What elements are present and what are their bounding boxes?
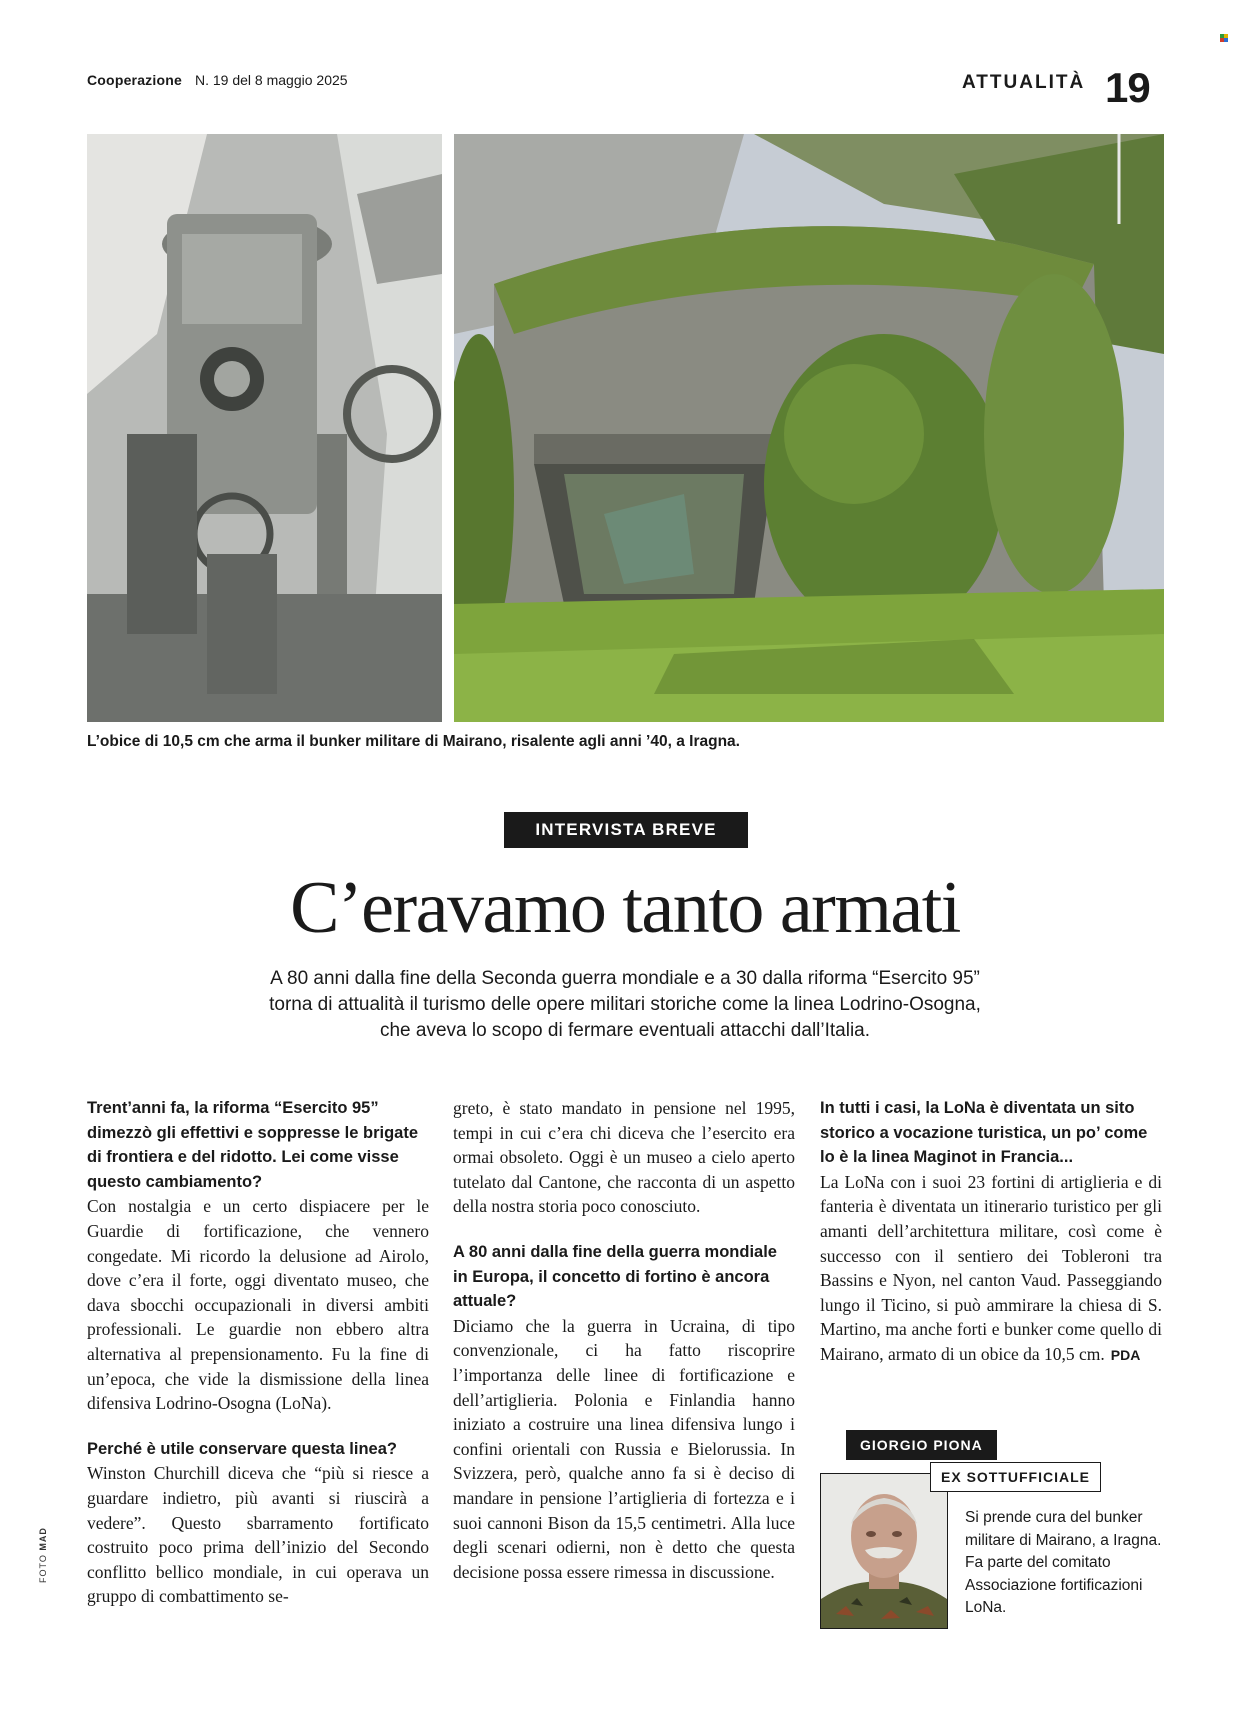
interview-answer	[820, 1170, 1162, 1368]
issue-info: N. 19 del 8 maggio 2025	[195, 72, 348, 88]
article-column-1	[87, 1096, 429, 1609]
photo-credit-label: FOTO	[38, 1554, 48, 1583]
interview-answer: greto, è stato mandato in pensione nel 1995, tempi in cui c’era chi diceva che l’esercito era ormai obsoleto. Oggi è un museo a cielo aperto tutelato dal Cantone, che racconta di un aspetto della nostra storia poco conosciuto.	[453, 1098, 795, 1217]
author-signoff: PDA	[1110, 1346, 1141, 1363]
color-register-mark	[1220, 34, 1228, 42]
page-number: 19	[1105, 64, 1150, 111]
author-role: EX SOTTUFFICIALE	[930, 1462, 1101, 1492]
article-kicker: INTERVISTA BREVE	[504, 812, 748, 848]
author-bio: Si prende cura del bunker militare di Mairano, a Iragna. Fa parte del comitato Associazione fortificazioni LoNa.	[965, 1509, 1162, 1616]
interview-question: Perché è utile conservare questa linea?	[87, 1439, 397, 1458]
photo-credit	[38, 1527, 48, 1583]
interview-question: In tutti i casi, la LoNa è diventata un sito storico a vocazione turistica, un po’ come lo è la linea Maginot in Francia...	[820, 1099, 1148, 1167]
author-portrait	[820, 1473, 948, 1629]
section-title: ATTUALITÀ	[962, 72, 1086, 93]
article-standfirst	[150, 966, 1100, 1044]
publication-name: Cooperazione	[87, 72, 182, 88]
standfirst-line: A 80 anni dalla fine della Seconda guerra mondiale e a 30 dalla riforma “Esercito 95”	[270, 968, 980, 989]
answer-text: La LoNa con i suoi 23 fortini di artiglieria e di fanteria è diventata un itinerario turistico per gli amanti dell’architettura militare, così come è successo con il sentiero dei Tobleroni tra Bassins e Nyon, nel canton Vaud. Passeggiando lungo il Ticino, si può ammirare la chiesa di S. Martino, ma anche forti e bunker come quello di Mairano, armato di un obice da 10,5 cm.	[820, 1171, 1162, 1364]
interview-question: Trent’anni fa, la riforma “Esercito 95” dimezzò gli effettivi e soppresse le brigate di frontiera e del ridotto. Lei come visse questo cambiamento?	[87, 1099, 419, 1191]
interview-question: A 80 anni dalla fine della guerra mondiale in Europa, il concetto di fortino è ancora attuale?	[453, 1242, 777, 1311]
interview-answer: Con nostalgia e un certo dispiacere per le Guardie di fortificazione, che vennero congedate. Mi ricordo la delusione ad Airolo, dove c’era il forte, oggi diventato museo, che dava sbocchi occupazionali in diversi ambiti professionali. Le guardie non ebbero altra alternativa al prepensionamento. Fu la fine di un’epoca, che vide la dismissione della linea difensiva Lodrino-Osogna (LoNa).	[87, 1196, 429, 1414]
standfirst-line: che aveva lo scopo di fermare eventuali attacchi dall’Italia.	[379, 1020, 871, 1041]
article-column-3	[820, 1096, 1162, 1368]
bunker-photo	[454, 134, 1164, 722]
author-name: GIORGIO PIONA	[846, 1430, 997, 1460]
standfirst-line: torna di attualità il turismo delle opere militari storiche come la linea Lodrino-Osogna,	[269, 994, 981, 1015]
interview-answer: Diciamo che la guerra in Ucraina, di tipo convenzionale, ci ha fatto riscoprire l’importanza delle linee di fortificazione e dell’artiglieria. Polonia e Finlandia hanno iniziato a costruire una linea difensiva lungo i confini orientali con Russia e Bielorussia. In Svizzera, però, qualche anno fa si è deciso di mandare in pensione l’artiglieria di fortezza e i suoi cannoni Bison da 15,5 centimetri. Alla luce degli scenari odierni, non è detto che questa decisione possa essere rimessa in discussione.	[453, 1315, 795, 1582]
article-headline: C’eravamo tanto armati	[290, 867, 960, 949]
interview-answer: Winston Churchill diceva che “più si riesce a guardare indietro, più avanti si riuscirà a vedere”. Questo sbarramento fortificato costruito poco prima dell’inizio del Secondo conflitto bellico mondiale, in cui operava un gruppo di combattimento se-	[87, 1463, 429, 1607]
howitzer-photo	[87, 134, 442, 722]
photo-caption: L’obice di 10,5 cm che arma il bunker militare di Mairano, risalente agli anni ’40, a Iragna.	[87, 733, 740, 750]
photo-credit-name: MAD	[38, 1527, 48, 1551]
article-column-2	[453, 1096, 795, 1584]
